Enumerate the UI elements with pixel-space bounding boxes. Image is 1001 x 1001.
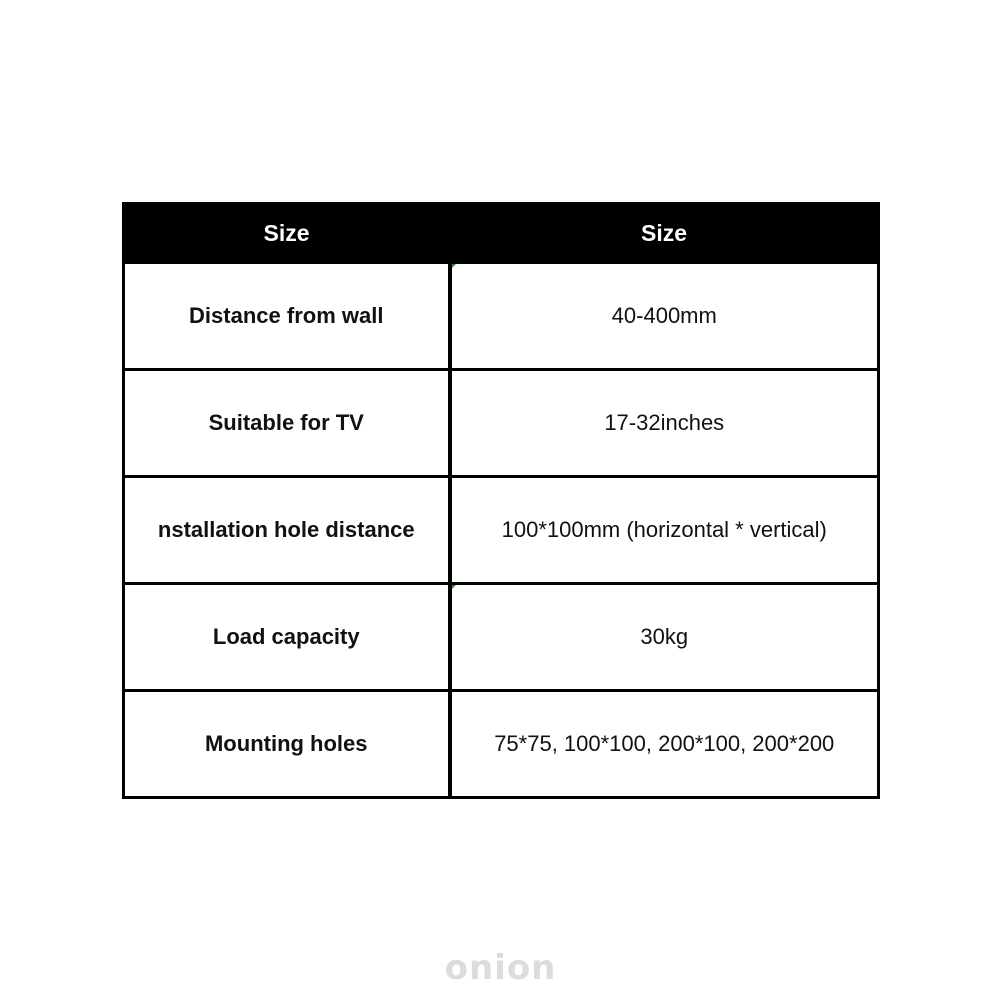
row-label-load-capacity: Load capacity xyxy=(124,584,450,691)
row-value-distance-from-wall xyxy=(450,263,879,370)
spec-table xyxy=(122,202,880,799)
row-label-distance-from-wall: Distance from wall xyxy=(124,263,450,370)
table-row xyxy=(124,263,879,370)
cell-text: 40-400mm xyxy=(611,303,717,328)
column-header-left: Size xyxy=(124,204,450,263)
row-value-installation-hole-distance: 100*100mm (horizontal * vertical) xyxy=(450,477,879,584)
row-label-mounting-holes: Mounting holes xyxy=(124,691,450,798)
table-header-row xyxy=(124,204,879,263)
row-value-mounting-holes: 75*75, 100*100, 200*100, 200*200 xyxy=(450,691,879,798)
column-header-right: Size xyxy=(450,204,879,263)
table-row xyxy=(124,477,879,584)
table-row xyxy=(124,370,879,477)
row-label-suitable-for-tv: Suitable for TV xyxy=(124,370,450,477)
table-row xyxy=(124,584,879,691)
row-value-load-capacity xyxy=(450,584,879,691)
corner-mark xyxy=(452,263,458,269)
table-row xyxy=(124,691,879,798)
cell-text: 30kg xyxy=(640,624,689,649)
row-value-suitable-for-tv: 17-32inches xyxy=(450,370,879,477)
watermark-logo: onion xyxy=(444,948,557,988)
corner-mark xyxy=(452,584,458,590)
row-label-installation-hole-distance: nstallation hole distance xyxy=(124,477,450,584)
